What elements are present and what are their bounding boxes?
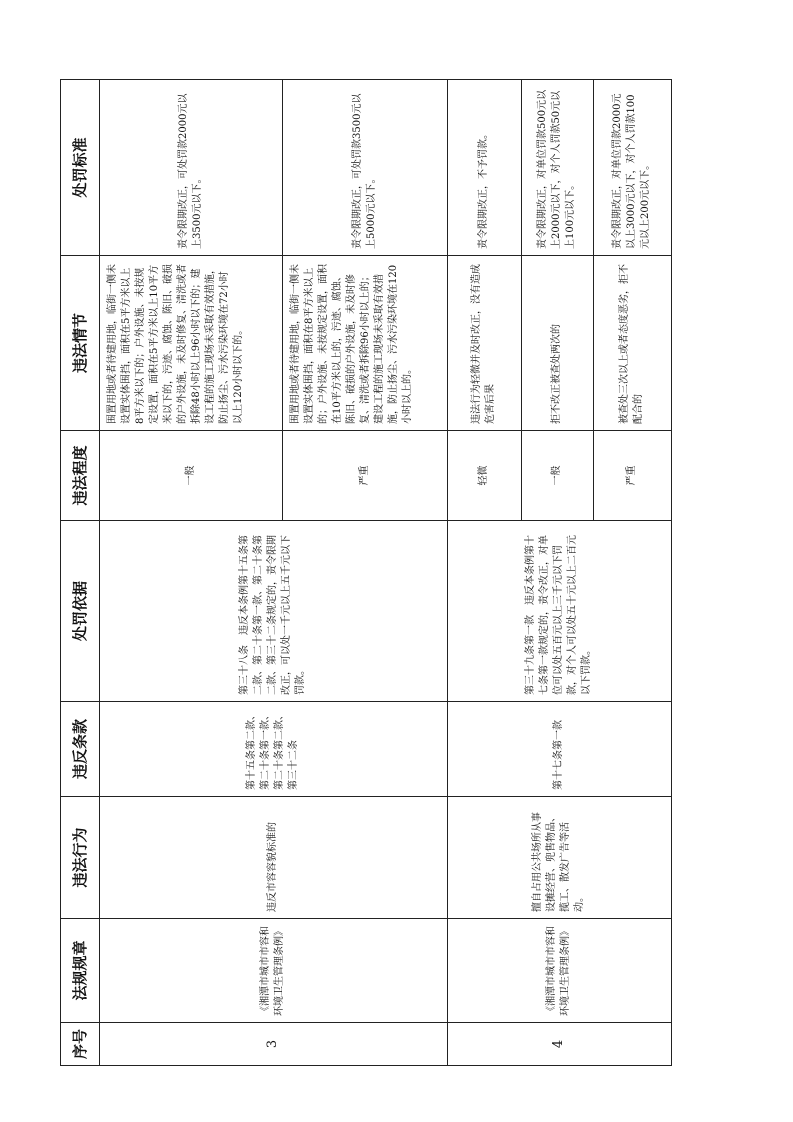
table-row: [447, 80, 521, 1066]
row-clause: 第十五条第二款、第二十条第一款、第二十条第二款、第三十二条: [100, 702, 448, 797]
row-no: 4: [447, 1023, 671, 1066]
header-standard: 处罚标准: [61, 80, 100, 256]
detail-circumstance: 拒不改正被查处两次的: [521, 256, 593, 431]
detail-degree: 严重: [283, 431, 448, 521]
detail-degree: 严重: [593, 431, 671, 521]
row-basis: 第三十九条第一款 违反本条例第十七条第一款规定的，责令改正，对单位可以处五百元以上三千元以下罚款，对个人可以处五十元以上二百元以下罚款。: [447, 521, 671, 702]
detail-standard: 责令限期改正，不予罚款。: [447, 80, 521, 256]
detail-standard: 责令限期改正，可处罚款3500元以上5000元以下。: [283, 80, 448, 256]
row-act: 擅自占用公共场所从事设摊经营、兜售物品、揽工、散发广告等活动。: [447, 797, 671, 919]
header-law: 法规规章: [61, 919, 100, 1023]
row-law: 《湘潭市城市市容和环境卫生管理条例》: [447, 919, 671, 1023]
detail-degree: 一般: [521, 431, 593, 521]
header-act: 违法行为: [61, 797, 100, 919]
detail-degree: 一般: [100, 431, 283, 521]
detail-circumstance: 违法行为轻微并及时改正，没有造成危害后果: [447, 256, 521, 431]
header-clause: 违反条款: [61, 702, 100, 797]
detail-degree: 轻微: [447, 431, 521, 521]
row-act: 违反市容容貌标准的: [100, 797, 448, 919]
detail-standard: 责令限期改正，可处罚款2000元以上3500元以下。: [100, 80, 283, 256]
row-no: 3: [100, 1023, 448, 1066]
header-basis: 处罚依据: [61, 521, 100, 702]
header-degree: 违法程度: [61, 431, 100, 521]
row-law: 《湘潭市城市市容和环境卫生管理条例》: [100, 919, 448, 1023]
detail-standard: 责令限期改正，对单位罚款500元以上2000元以下，对个人罚款50元以上100元以下。: [521, 80, 593, 256]
rotated-table-frame: [60, 80, 672, 1066]
detail-circumstance: 围置用地或者待建用地，临街一侧未设置实体围挡，面积在5平方米以上8平方米以下的；户外设施、未按规定设置，面积在5平方米以上10平方米以下的，污迹、腐蚀、陈旧、破损的户外设施，未及时修复、清洗或者拆除48小时以上96小时以下的；建设工程的施工现场未采取有效措施，防止扬尘、污水污染环境在72小时以上120小时以下的。: [100, 256, 283, 431]
detail-circumstance: 被查处三次以上或者态度恶劣，拒不配合的: [593, 256, 671, 431]
table-row: [100, 80, 283, 1066]
row-clause: 第十七条第一款: [447, 702, 671, 797]
header-row: [61, 80, 100, 1066]
header-circumstance: 违法情节: [61, 256, 100, 431]
detail-circumstance: 围置用地或者待建用地，临街一侧未设置实体围挡，面积在8平方米以上的；户外设施、未按规定设置，面积在10平方米以上的，污迹、腐蚀、陈旧、破损的户外设施，未及时修复、清洗或者拆除96小时以上的；建设工程的施工现场未采取有效措施，防止扬尘、污水污染环境在120小时以上的。: [283, 256, 448, 431]
detail-standard: 责令限期改正，对单位罚款2000元以上3000元以下，对个人罚款100元以上200元以下。: [593, 80, 671, 256]
row-basis: 第三十八条 违反本条例第十五条第二款、第二十条第一款、第二十条第二款、第三十二条规定的，责令限期改正，可以处一千元以上五千元以下罚款。: [100, 521, 448, 702]
header-no: 序号: [61, 1023, 100, 1066]
penalty-standard-table: [60, 79, 672, 1066]
